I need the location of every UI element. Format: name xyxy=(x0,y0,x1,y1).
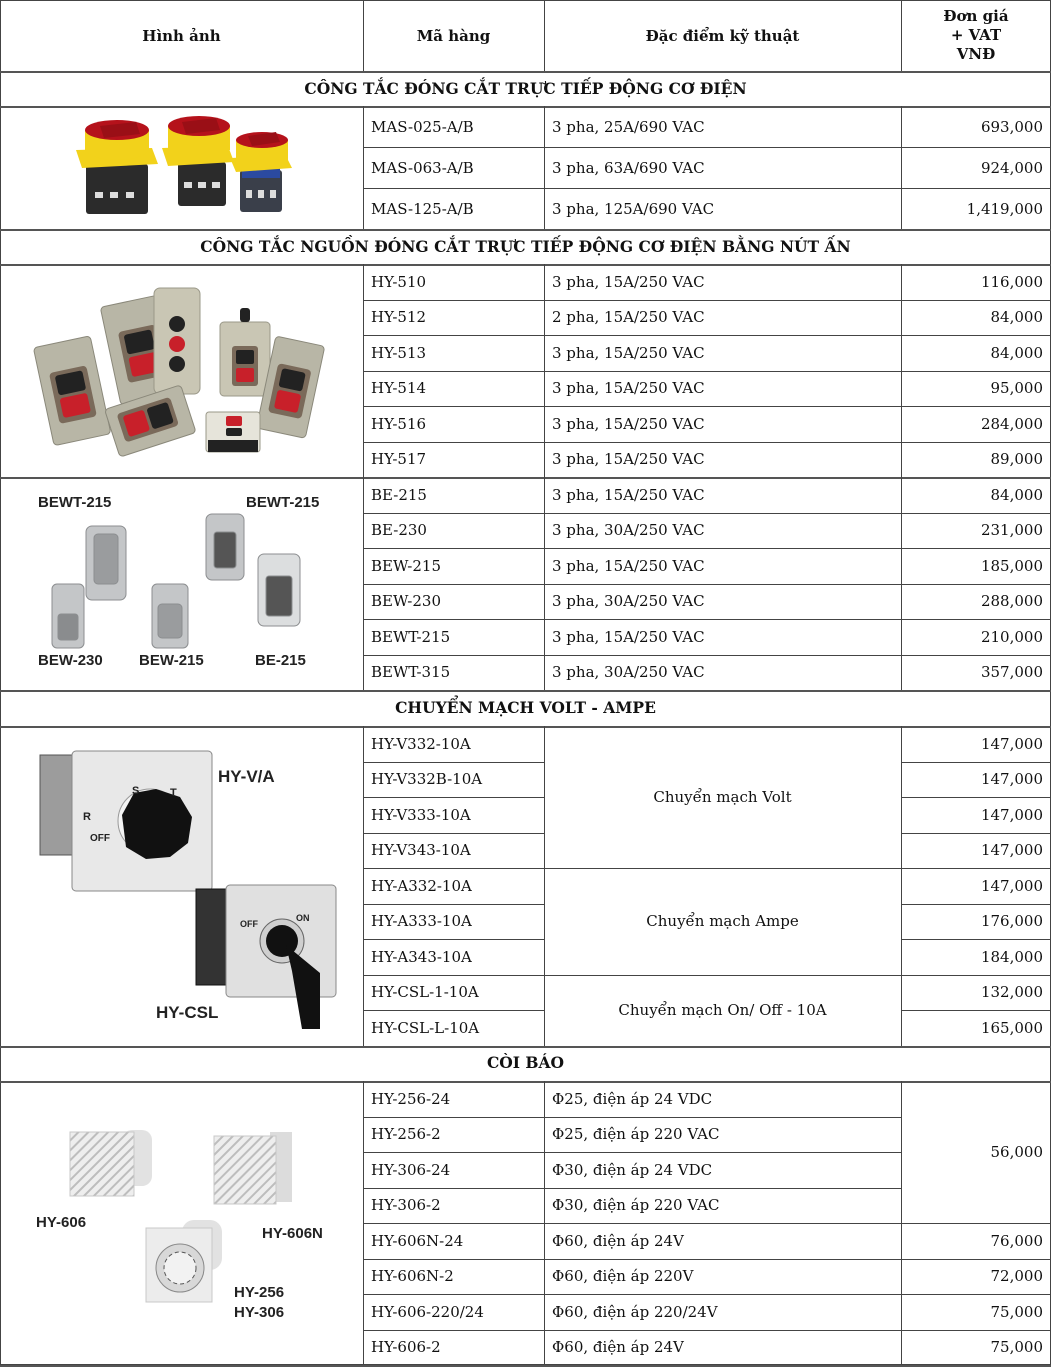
product-price: 84,000 xyxy=(990,308,1043,327)
product-spec: 3 pha, 15A/250 VAC xyxy=(552,485,705,504)
product-code: HY-606-2 xyxy=(371,1338,441,1357)
grid-line xyxy=(0,1081,1051,1083)
product-price: 147,000 xyxy=(980,876,1043,895)
grid-line xyxy=(363,0,364,71)
product-spec: Φ30, điện áp 24 VDC xyxy=(552,1160,713,1179)
image-label-bewt-215-right: BEWT-215 xyxy=(246,494,320,511)
product-code: HY-A333-10A xyxy=(371,912,472,931)
grid-line xyxy=(363,975,1051,976)
grid-line xyxy=(363,762,544,763)
section-title-volt-ampe-switch: CHUYỂN MẠCH VOLT - AMPE xyxy=(395,698,656,717)
product-code: BEWT-315 xyxy=(371,663,451,682)
header-image-column: Hình ảnh xyxy=(142,26,221,45)
group-volt-switch: Chuyển mạch Volt xyxy=(653,788,792,806)
product-price: 185,000 xyxy=(980,556,1043,575)
grid-line xyxy=(901,0,902,71)
product-code: HY-256-2 xyxy=(371,1125,441,1144)
product-spec: 3 pha, 25A/690 VAC xyxy=(552,117,705,136)
product-price: 116,000 xyxy=(980,272,1043,291)
product-spec: 3 pha, 30A/250 VAC xyxy=(552,663,705,682)
grid-line xyxy=(363,1259,1051,1260)
grid-line xyxy=(363,619,1051,620)
csl-label-off: OFF xyxy=(240,919,258,929)
grid-line xyxy=(363,147,1051,148)
pushbutton-switch-icon xyxy=(30,280,330,460)
grid-line xyxy=(544,106,545,229)
product-code: HY-306-2 xyxy=(371,1196,441,1215)
product-price: 147,000 xyxy=(980,734,1043,753)
product-code: HY-514 xyxy=(371,379,427,398)
product-code: MAS-125-A/B xyxy=(371,199,474,218)
product-code: BE-215 xyxy=(371,485,427,504)
grid-line xyxy=(363,371,1051,372)
image-label-bew-215: BEW-215 xyxy=(139,652,204,669)
image-label-hy-256: HY-256 xyxy=(234,1284,285,1301)
product-spec: 3 pha, 63A/690 VAC xyxy=(552,158,705,177)
product-code: BE-230 xyxy=(371,521,427,540)
product-image-be-switch-boxes xyxy=(30,484,340,680)
grid-line xyxy=(901,762,1051,763)
grid-line xyxy=(363,1188,901,1189)
grid-line xyxy=(363,1152,901,1153)
grid-line xyxy=(363,797,544,798)
product-spec: 3 pha, 15A/250 VAC xyxy=(552,627,705,646)
grid-line xyxy=(901,904,1051,905)
product-price: 95,000 xyxy=(990,379,1043,398)
product-price: 357,000 xyxy=(980,663,1043,682)
product-spec: Φ30, điện áp 220 VAC xyxy=(552,1196,720,1215)
product-code: HY-606-220/24 xyxy=(371,1302,484,1321)
product-price: 84,000 xyxy=(990,485,1043,504)
product-price: 1,419,000 xyxy=(966,199,1043,218)
group-onoff-switch: Chuyển mạch On/ Off - 10A xyxy=(618,1000,827,1019)
grid-line xyxy=(363,726,364,1046)
product-code: HY-516 xyxy=(371,414,427,433)
product-spec: 3 pha, 15A/250 VAC xyxy=(552,379,705,398)
product-code: HY-606N-24 xyxy=(371,1231,464,1250)
product-price: 72,000 xyxy=(990,1267,1043,1286)
image-label-hy-606: HY-606 xyxy=(36,1214,87,1231)
header-price-line3: VNĐ xyxy=(956,45,996,63)
product-code: BEW-230 xyxy=(371,592,441,611)
product-code: MAS-063-A/B xyxy=(371,158,474,177)
product-code: HY-CSL-1-10A xyxy=(371,983,479,1002)
product-price: 693,000 xyxy=(980,117,1043,136)
product-price: 75,000 xyxy=(990,1302,1043,1321)
image-label-be-215: BE-215 xyxy=(255,652,306,669)
grid-line xyxy=(544,726,545,1046)
product-spec: 2 pha, 15A/250 VAC xyxy=(552,308,705,327)
dial-label-t: T xyxy=(170,787,177,799)
product-image-volt-ampe-switches xyxy=(30,745,340,1035)
product-spec: Φ25, điện áp 220 VAC xyxy=(552,1125,720,1144)
product-spec: 3 pha, 15A/250 VAC xyxy=(552,414,705,433)
product-price: 132,000 xyxy=(980,983,1043,1002)
grid-line xyxy=(901,833,1051,834)
header-code-column: Mã hàng xyxy=(416,26,491,45)
product-code: HY-517 xyxy=(371,450,427,469)
product-price: 84,000 xyxy=(990,343,1043,362)
grid-line xyxy=(0,477,1051,479)
csl-label-on: ON xyxy=(296,913,310,923)
product-code: BEW-215 xyxy=(371,556,441,575)
product-code: HY-306-24 xyxy=(371,1160,451,1179)
product-price: 184,000 xyxy=(980,947,1043,966)
product-spec: 3 pha, 125A/690 VAC xyxy=(552,199,715,218)
product-image-pushbutton-switches xyxy=(30,280,330,460)
grid-line xyxy=(901,726,902,1046)
grid-line xyxy=(0,726,1051,728)
grid-line xyxy=(363,1223,1051,1224)
grid-line xyxy=(0,229,1051,231)
product-code: HY-V332-10A xyxy=(371,734,471,753)
header-price-line2: + VAT xyxy=(950,26,1002,44)
group-ampe-switch: Chuyển mạch Ampe xyxy=(646,912,799,930)
grid-line xyxy=(901,1010,1051,1011)
image-label-hy-csl: HY-CSL xyxy=(156,1003,219,1022)
product-price: 75,000 xyxy=(990,1338,1043,1357)
section-title-pushbutton-switch: CÔNG TẮC NGUỒN ĐÓNG CẮT TRỰC TIẾP ĐỘNG CƠ ĐIỆN BẰNG NÚT ẤN xyxy=(200,236,851,256)
product-price: 176,000 xyxy=(980,912,1043,931)
product-code: HY-CSL-L-10A xyxy=(371,1018,480,1037)
grid-line xyxy=(363,442,1051,443)
product-price: 288,000 xyxy=(980,592,1043,611)
grid-line xyxy=(0,690,1051,692)
grid-line xyxy=(363,1330,1051,1331)
image-label-bewt-215-left: BEWT-215 xyxy=(38,494,112,511)
grid-line xyxy=(0,0,1051,1)
product-code: HY-V332B-10A xyxy=(371,770,483,789)
product-price: 284,000 xyxy=(980,414,1043,433)
grid-line xyxy=(363,548,1051,549)
grid-line xyxy=(544,0,545,71)
grid-line xyxy=(901,106,902,229)
grid-line xyxy=(363,513,1051,514)
product-spec: Φ60, điện áp 24V xyxy=(552,1338,684,1357)
grid-line xyxy=(0,71,1051,73)
product-price: 147,000 xyxy=(980,805,1043,824)
grid-line xyxy=(363,188,1051,189)
grid-line xyxy=(363,655,1051,656)
product-code: HY-256-24 xyxy=(371,1089,451,1108)
product-image-buzzers xyxy=(30,1100,340,1340)
grid-line xyxy=(363,1117,901,1118)
product-code: HY-V343-10A xyxy=(371,841,471,860)
product-code: HY-606N-2 xyxy=(371,1267,454,1286)
grid-line xyxy=(0,1046,1051,1048)
image-label-hy-va: HY-V/A xyxy=(218,767,275,786)
section-title-direct-switch: CÔNG TẮC ĐÓNG CẮT TRỰC TIẾP ĐỘNG CƠ ĐIỆN xyxy=(304,78,747,98)
image-label-hy-606n: HY-606N xyxy=(262,1225,323,1242)
product-price: 924,000 xyxy=(980,158,1043,177)
product-spec: Φ60, điện áp 220V xyxy=(552,1267,694,1286)
product-price: 165,000 xyxy=(980,1018,1043,1037)
header-price-column xyxy=(901,0,1051,71)
grid-line xyxy=(363,1294,1051,1295)
product-spec: 3 pha, 15A/250 VAC xyxy=(552,556,705,575)
product-code: HY-A332-10A xyxy=(371,876,472,895)
product-price: 210,000 xyxy=(980,627,1043,646)
grid-line xyxy=(363,406,1051,407)
product-spec: 3 pha, 15A/250 VAC xyxy=(552,272,705,291)
product-price: 89,000 xyxy=(990,450,1043,469)
grid-line xyxy=(901,797,1051,798)
grid-line xyxy=(363,300,1051,301)
product-spec: 3 pha, 30A/250 VAC xyxy=(552,521,705,540)
dial-label-off: OFF xyxy=(90,833,110,844)
section-title-buzzer: CÒI BÁO xyxy=(486,1053,565,1072)
grid-line xyxy=(363,1010,544,1011)
product-spec: Φ60, điện áp 24V xyxy=(552,1231,684,1250)
switch-box-icon xyxy=(30,484,340,680)
grid-line xyxy=(363,939,544,940)
image-label-hy-306: HY-306 xyxy=(234,1304,285,1321)
product-image-mas-switches xyxy=(70,112,295,220)
grid-line xyxy=(363,868,1051,869)
product-code: HY-512 xyxy=(371,308,427,327)
rotary-switch-icon xyxy=(70,112,295,220)
product-spec: 3 pha, 15A/250 VAC xyxy=(552,450,705,469)
product-price: 76,000 xyxy=(990,1231,1043,1250)
grid-line xyxy=(0,0,1,1365)
product-code: HY-A343-10A xyxy=(371,947,472,966)
grid-line xyxy=(363,584,1051,585)
header-spec-column: Đặc điểm kỹ thuật xyxy=(645,26,800,45)
shared-price-buzzer-256-306: 56,000 xyxy=(990,1143,1043,1161)
dial-label-s: S xyxy=(132,785,140,797)
product-spec: 3 pha, 15A/250 VAC xyxy=(552,343,705,362)
product-code: MAS-025-A/B xyxy=(371,117,474,136)
grid-line xyxy=(363,833,544,834)
dial-label-r: R xyxy=(83,811,91,823)
product-spec: 3 pha, 30A/250 VAC xyxy=(552,592,705,611)
product-code: BEWT-215 xyxy=(371,627,451,646)
selector-switch-icon xyxy=(30,745,340,1035)
product-price: 147,000 xyxy=(980,841,1043,860)
product-spec: Φ25, điện áp 24 VDC xyxy=(552,1089,713,1108)
grid-line xyxy=(363,106,364,229)
product-code: HY-510 xyxy=(371,272,427,291)
grid-line xyxy=(363,335,1051,336)
product-code: HY-513 xyxy=(371,343,427,362)
product-spec: Φ60, điện áp 220/24V xyxy=(552,1302,718,1321)
product-price: 231,000 xyxy=(980,521,1043,540)
grid-line xyxy=(901,939,1051,940)
image-label-bew-230: BEW-230 xyxy=(38,652,103,669)
product-price: 147,000 xyxy=(980,770,1043,789)
product-code: HY-V333-10A xyxy=(371,805,471,824)
grid-line xyxy=(0,106,1051,108)
grid-line xyxy=(0,264,1051,266)
header-price-line1: Đơn giá xyxy=(943,7,1009,25)
grid-line xyxy=(363,904,544,905)
